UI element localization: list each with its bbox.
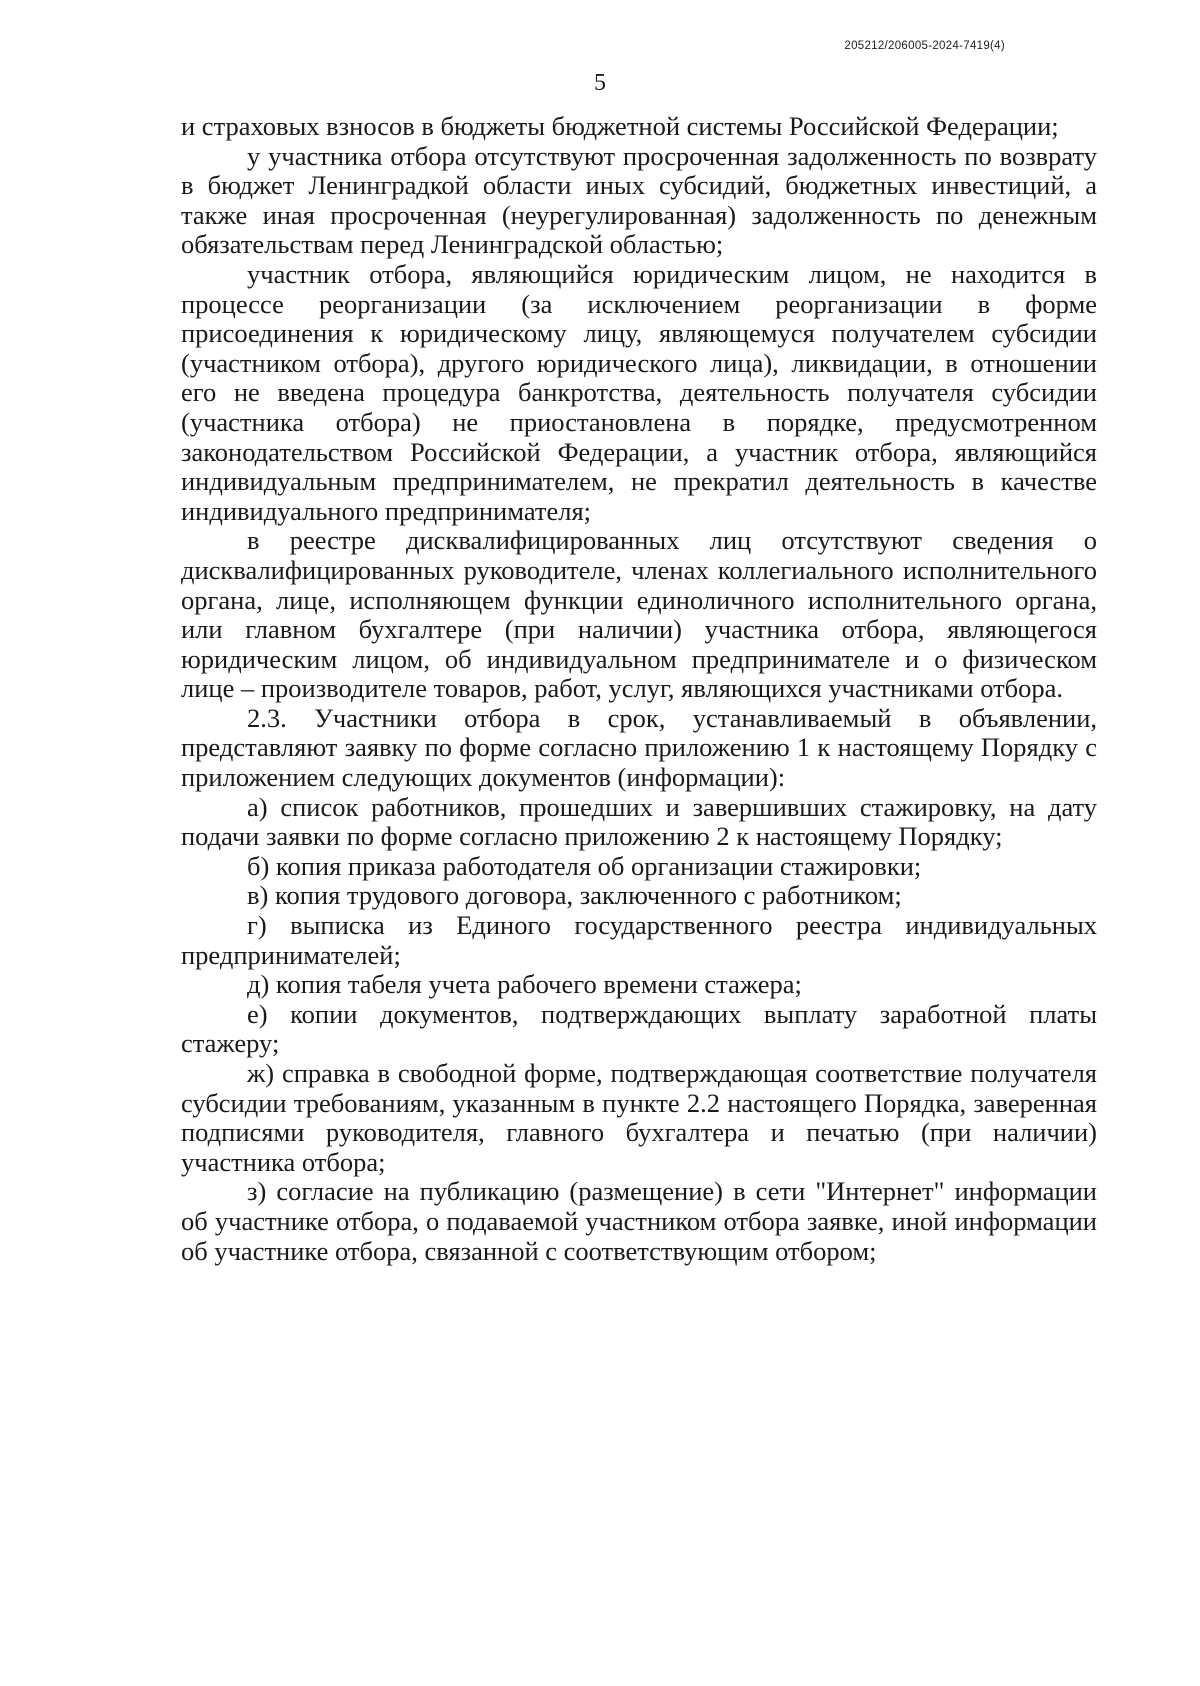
paragraph: и страховых взносов в бюджеты бюджетной системы Российской Федерации; (181, 111, 1059, 141)
list-item: ж) справка в свободной форме, подтверждающая соответствие получателя субсидии требованиям, указанным в пункте 2.2 настоящего Порядка, заверенная подписями руководителя, главного бухгалтера и печатью (при наличии) участника отбора; (181, 1058, 1097, 1177)
list-item: д) копия табеля учета рабочего времени стажера; (247, 969, 802, 1000)
paragraph: в реестре дисквалифицированных лиц отсутствуют сведения о дисквалифицированных руководителе, членах коллегиального исполнительного органа, лице, исполняющем функции единоличного исполнительного органа, или главном бухгалтере (при наличии) участника отбора, являющегося юридическим лицом, об индивидуальном предпринимателе и о физическом лице – производителе товаров, работ, услуг, являющихся участниками отбора. (181, 525, 1097, 704)
page-number: 5 (594, 70, 606, 96)
list-item: з) согласие на публикацию (размещение) в сети "Интернет" информации об участнике отбора, о подаваемой участником отбора заявке, иной информации об участнике отбора, связанной с соответствующим отбором; (181, 1176, 1097, 1266)
paragraph: у участника отбора отсутствуют просроченная задолженность по возврату в бюджет Ленинградкой области иных субсидий, бюджетных инвестиций, а также иная просроченная (неурегулированная) задолженность по денежным обязательствам перед Ленинградской областью; (181, 140, 1097, 260)
paragraph: 2.3. Участники отбора в срок, устанавливаемый в объявлении, представляют заявку по форме согласно приложению 1 к настоящему Порядку с приложением следующих документов (информации): (181, 702, 1097, 793)
paragraph: участник отбора, являющийся юридическим лицом, не находится в процессе реорганизации (за исключением реорганизации в форме присоединения к юридическому лицу, являющемуся получателем субсидии (участником отбора), другого юридического лица), ликвидации, в отношении его не введена процедура банкротства, деятельность получателя субсидии (участника отбора) не приостановлена в порядке, предусмотренном законодательством Российской Федерации, а участник отбора, являющийся индивидуальным предпринимателем, не прекратил деятельность в качестве индивидуального предпринимателя; (181, 258, 1097, 526)
list-item: е) копии документов, подтверждающих выплату заработной платы стажеру; (181, 998, 1097, 1059)
list-item: а) список работников, прошедших и завершивших стажировку, на дату подачи заявки по форме согласно приложению 2 к настоящему Порядку; (181, 791, 1097, 852)
list-item: б) копия приказа работодателя об организации стажировки; (247, 850, 922, 881)
list-item: г) выписка из Единого государственного реестра индивидуальных предпринимателей; (181, 910, 1097, 970)
list-item: в) копия трудового договора, заключенного с работником; (247, 880, 902, 911)
document-body (181, 112, 1097, 1266)
document-id: 205212/206005-2024-7419(4) (844, 40, 1005, 52)
